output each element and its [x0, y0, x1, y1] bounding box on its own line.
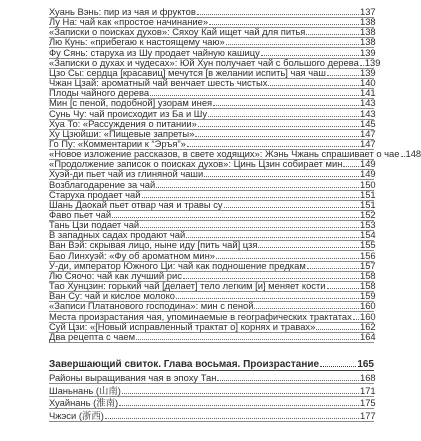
entry-title: Ху Цзюйши: «Пищевые запреты» [49, 127, 195, 139]
entry-title: Тань Цзи подает чай [49, 219, 140, 231]
entry-title: «Записки о поисках духов»: Сяхоу Кай ищет чай для питья [49, 26, 306, 38]
entry-title: Суй Цзи: «[Новый исправленный трактат о] корнях и травах» [49, 320, 316, 332]
entry-page-number: 149 [360, 168, 376, 180]
entry-page-number: 141 [360, 87, 376, 99]
entry-page-number: 147 [360, 127, 376, 139]
entry-page-number: 151 [360, 198, 376, 210]
entry-title: Старуха продает чай [49, 188, 141, 200]
entry-title: Хуэй-ди пьет чай из глиняной чаши [49, 168, 204, 180]
entry-page-number: 175 [360, 397, 376, 409]
entry-title: Фу Сянь: старуха из Шу продает чайную кашицу [49, 46, 260, 58]
entry-title: «Продолжение записок о поисках духов»: Цинь Цзин собирает мин [49, 158, 343, 170]
entry-title: Хуань Вэнь: пир из чая и фруктов [49, 6, 196, 17]
entry-title: В западных садах продают чай [49, 229, 186, 241]
dot-leader [217, 379, 359, 381]
entry-title: Районы выращивания чая в эпоху Тан [49, 372, 217, 383]
entry-page-number: 139 [360, 66, 376, 78]
entry-page-number: 138 [360, 16, 376, 28]
entry-page-number: 168 [360, 372, 376, 383]
dot-leader [105, 417, 359, 419]
entry-page-number: 164 [360, 330, 376, 342]
entry-title: Чжэси (浙西) [49, 409, 104, 421]
entry-title: Бао Линхуэй: «Фу об ароматном мин» [49, 249, 215, 261]
entry-page-number: 138 [360, 26, 376, 38]
toc-entry [49, 408, 374, 422]
entry-page-number: 137 [360, 6, 376, 17]
entry-page-number: 156 [360, 249, 376, 261]
entry-page-number: 171 [360, 384, 376, 396]
entry-title: Шаньнань (山南) [49, 384, 121, 396]
entry-title: Лу На: чай как «простое начинание» [49, 16, 209, 28]
entry-page-number: 147 [360, 137, 376, 149]
entry-page-number: 177 [360, 409, 376, 421]
entry-page-number: 158 [360, 280, 376, 292]
entry-title: «Новое изложение рассказов, в свете ходящих»: Жэнь Чжань спрашивает о чае [49, 148, 400, 160]
entry-title: Лю Кунь: «прибегаю к настоящему чаю» [49, 36, 225, 48]
entry-page-number: 154 [360, 229, 376, 241]
section-title: Завершающий свиток. Глава восьмая. Произрастание [49, 359, 320, 370]
entry-title: Сунь Чу: чай происходит из Ба и Шу [49, 107, 208, 119]
dot-leader [136, 338, 359, 340]
entry-title: Хуа То: «Рассуждения о питании» [49, 117, 197, 129]
entry-title: У-ди, император Южного Ци: чай как подношение предкам [49, 259, 306, 271]
entry-title: Возблагодарение за чай [49, 178, 156, 190]
toc-entry [49, 329, 374, 343]
entry-page-number: 157 [360, 259, 376, 271]
dot-leader [119, 404, 359, 406]
entry-page-number: 149 [360, 158, 376, 170]
entry-page-number: 139 [360, 46, 376, 58]
entry-page-number: 150 [360, 178, 376, 190]
entry-page-number: 145 [360, 117, 376, 129]
entry-page-number: 140 [360, 77, 376, 89]
toc-section-heading [49, 354, 374, 371]
dot-leader [122, 392, 359, 394]
entry-title: «Записки о духах и чудесах»: Юй Хун получает чай с большого дерева [49, 56, 359, 68]
entry-title: Плоды чайного дерева [49, 87, 150, 99]
entry-title: Хуайнань (淮南) [49, 397, 119, 409]
entry-title: Шань Даокай пьет отвар чая и травы су [49, 198, 223, 210]
entry-page-number: 153 [360, 219, 376, 231]
entry-title: Два рецепта с чаем [49, 330, 136, 342]
section-page-number: 165 [357, 359, 374, 370]
entry-title: Мин [с пеной, подобной] узорам инея [49, 97, 213, 109]
entry-title: Ван Вэй: скрывая лицо, ныне иду [пить чай] цзя [49, 239, 258, 251]
entry-page-number: 162 [360, 320, 376, 332]
entry-title: Лю Сяочо: чай как лучший рис [49, 269, 182, 281]
entry-page-number: 160 [360, 310, 376, 322]
entry-page-number: 148 [405, 148, 421, 160]
entry-title: «Записи Платанового господина»: мин с пеной [49, 300, 254, 312]
entry-page-number: 151 [360, 188, 376, 200]
entry-title: Места произрастания чая, упоминаемые в географических трактатах [49, 310, 352, 322]
entry-page-number: 152 [360, 209, 376, 220]
entry-title: Фаво пьет чай [49, 209, 112, 220]
dot-leader [320, 365, 356, 367]
entry-title: Цзо Сы: сердца [красавиц] мечутся [в желании испить] чая чаш [49, 66, 326, 78]
entry-page-number: 143 [360, 97, 376, 109]
entry-title: Тао Хунцзин: горький чай [делает] тело легким [и] меняет кости [49, 280, 326, 292]
entry-page-number: 138 [360, 36, 376, 48]
entry-title: Го Пу: «Комментарии к “Эръя”» [49, 137, 186, 149]
entry-page-number: 139 [364, 56, 381, 68]
entry-title: Чжан Цзай: ароматный чай венчает шесть чистых [49, 77, 268, 89]
entry-page-number: 160 [360, 300, 376, 312]
entry-page-number: 159 [360, 290, 376, 302]
entry-title: Ван Су: чай и кислое молоко [49, 290, 175, 302]
entry-page-number: 155 [360, 239, 376, 251]
entry-page-number: 158 [360, 269, 376, 281]
entry-page-number: 143 [360, 107, 376, 119]
